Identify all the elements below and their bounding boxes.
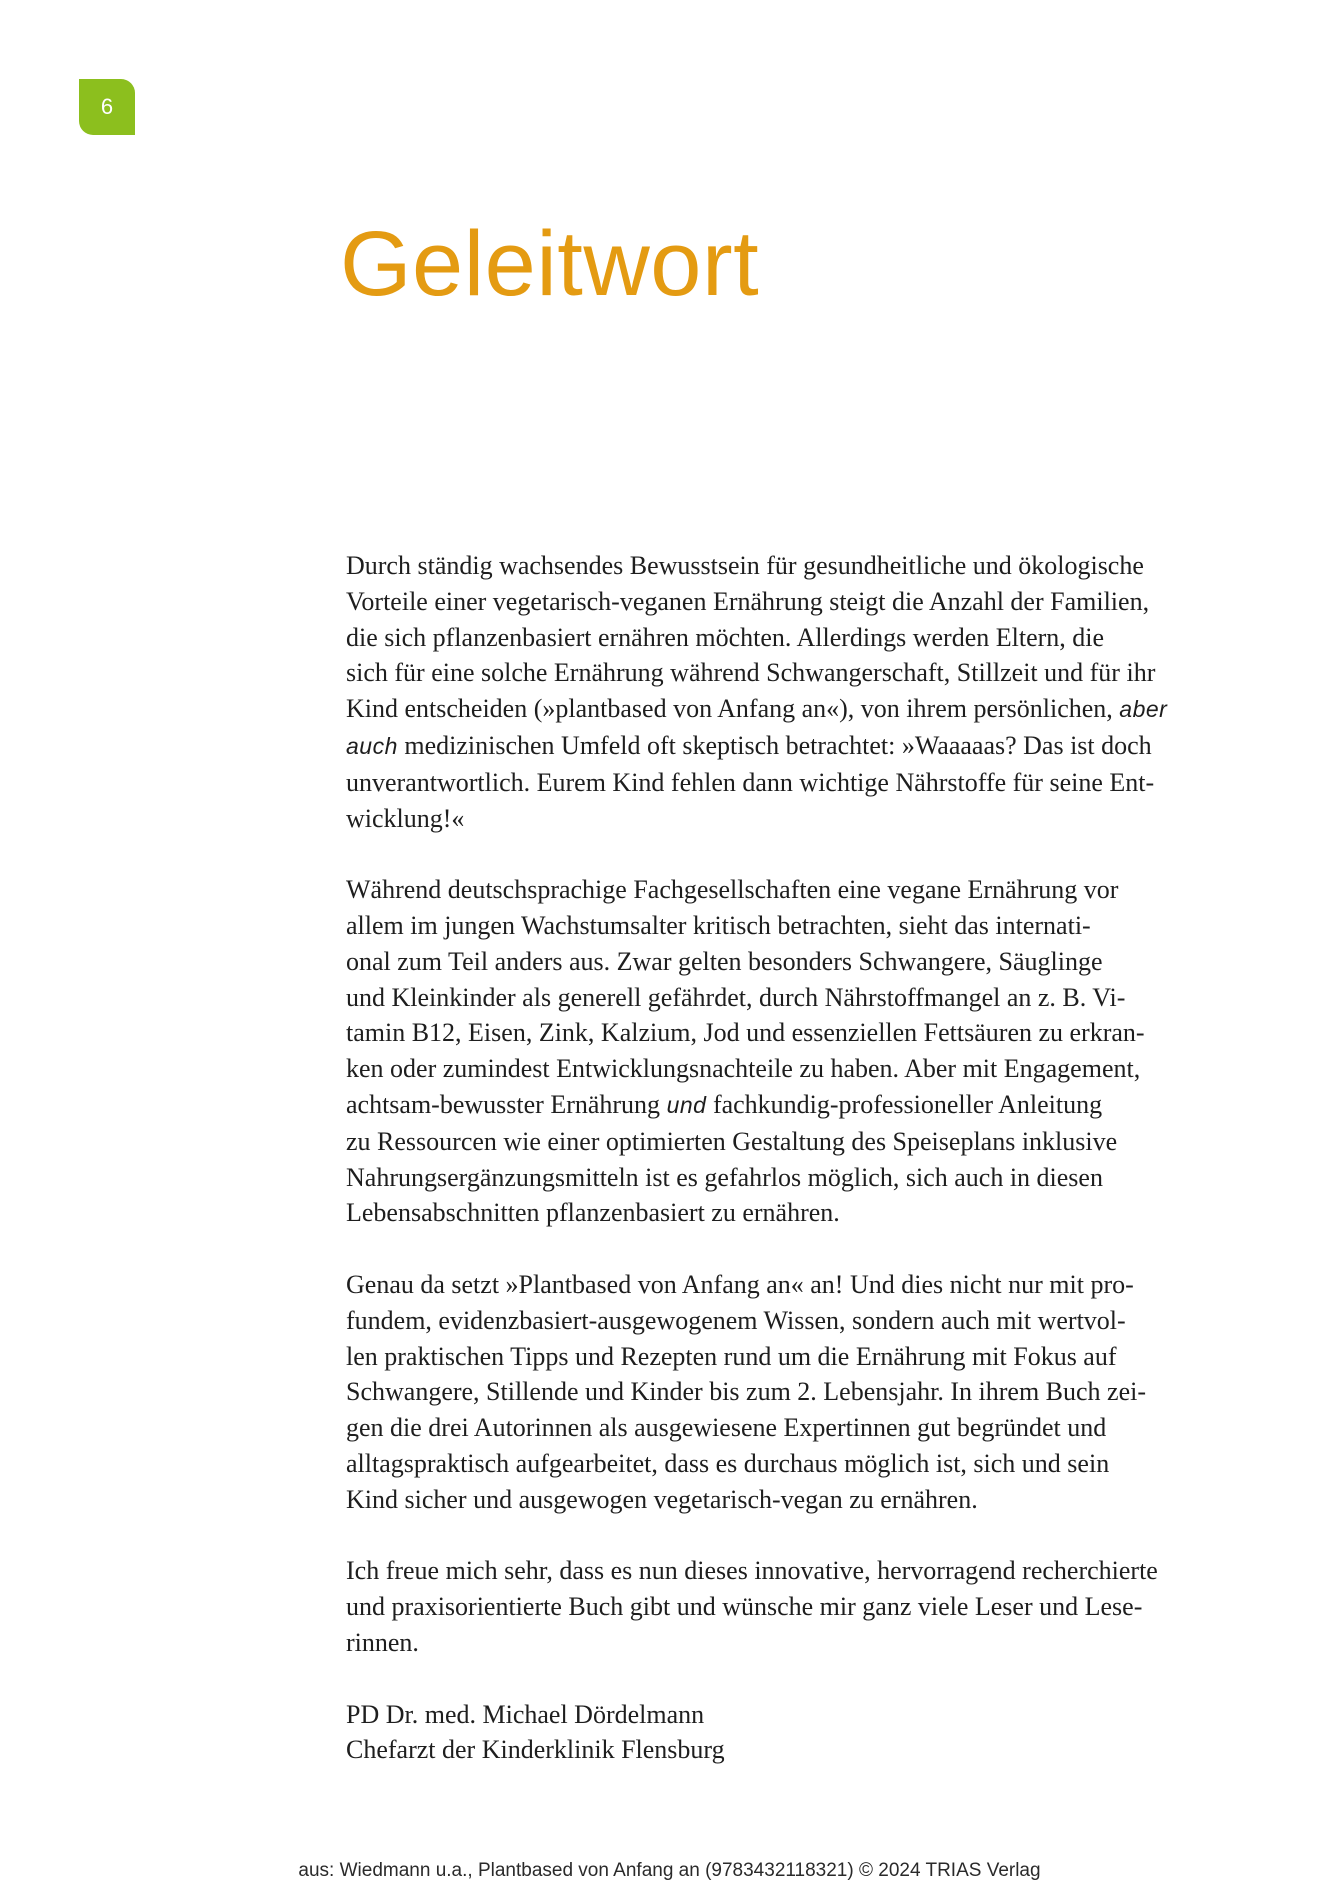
line-text: und praxisorientierte Buch gibt und wünsche mir ganz viele Leser und Lese- [346, 1592, 1143, 1622]
page-number-badge [79, 79, 135, 135]
paragraph-line [346, 1195, 1226, 1231]
line-text: medizinischen Umfeld oft skeptisch betrachtet: »Waaaaas? Das ist doch [397, 730, 1152, 760]
paragraph-line [346, 908, 1226, 944]
line-text: alltagspraktisch aufgearbeitet, dass es durchaus möglich ist, sich und sein [346, 1448, 1110, 1478]
signature-role: Chefarzt der Kinderklinik Flensburg [346, 1735, 725, 1765]
signature [346, 1697, 1226, 1769]
paragraph-line [346, 655, 1226, 691]
line-text: zu Ressourcen wie einer optimierten Gestaltung des Speiseplans inklusive [346, 1126, 1118, 1156]
paragraph-line [346, 944, 1226, 980]
paragraph-line [346, 728, 1226, 765]
line-text: Kind sicher und ausgewogen vegetarisch-vegan zu ernähren. [346, 1484, 978, 1514]
paragraph-line [346, 1482, 1226, 1518]
paragraph-line [346, 1589, 1226, 1625]
line-text: fachkundig-professioneller Anleitung [706, 1089, 1103, 1119]
line-text: Ich freue mich sehr, dass es nun dieses innovative, hervorragend recherchierte [346, 1556, 1158, 1586]
paragraph-line [346, 1015, 1226, 1051]
paragraph-line [346, 1374, 1226, 1410]
signature-name: PD Dr. med. Michael Dördelmann [346, 1699, 705, 1729]
line-text: achtsam-bewusster Ernährung [346, 1089, 667, 1119]
page-number: 6 [100, 94, 114, 119]
page-title: Geleitwort [340, 213, 760, 315]
paragraph-line [346, 1267, 1226, 1303]
line-text: Genau da setzt »Plantbased von Anfang an« an! Und dies nicht nur mit pro- [346, 1269, 1134, 1299]
paragraph-line [346, 872, 1226, 908]
line-text: Lebensabschnitten pflanzenbasiert zu ernähren. [346, 1198, 840, 1228]
paragraph-line [346, 1160, 1226, 1196]
line-text: tamin B12, Eisen, Zink, Kalzium, Jod und essenziellen Fettsäuren zu erkran- [346, 1018, 1145, 1048]
paragraph-line [346, 1087, 1226, 1124]
paragraph-line [346, 1446, 1226, 1482]
line-text: rinnen. [346, 1627, 419, 1657]
line-text: Nahrungsergänzungsmitteln ist es gefahrlos möglich, sich auch in diesen [346, 1162, 1103, 1192]
paragraph-line [346, 980, 1226, 1016]
paragraph-line [346, 1339, 1226, 1375]
paragraph [346, 1267, 1226, 1518]
body-text [346, 548, 1226, 1768]
line-text: fundem, evidenzbasiert-ausgewogenem Wissen, sondern auch mit wertvol- [346, 1305, 1126, 1335]
line-text: Schwangere, Stillende und Kinder bis zum 2. Lebensjahr. In ihrem Buch zei- [346, 1377, 1147, 1407]
line-text: Kind entscheiden (»plantbased von Anfang an«), von ihrem persönlichen, [346, 694, 1120, 724]
paragraph [346, 1553, 1226, 1660]
line-text: Durch ständig wachsendes Bewusstsein für gesundheitliche und ökologische [346, 551, 1144, 580]
paragraph-line [346, 1625, 1226, 1661]
line-text: unverantwortlich. Eurem Kind fehlen dann wichtige Nährstoffe für seine Ent- [346, 767, 1155, 797]
paragraph-line [346, 1410, 1226, 1446]
paragraph-line [346, 765, 1226, 801]
paragraph-line [346, 801, 1226, 837]
emphasis-text: und [666, 1091, 707, 1118]
paragraph-line [346, 1124, 1226, 1160]
source-footer: aus: Wiedmann u.a., Plantbased von Anfang an (9783432118321) © 2024 TRIAS Verlag [298, 1860, 1041, 1881]
line-text: die sich pflanzenbasiert ernähren möchten. Allerdings werden Eltern, die [346, 622, 1105, 652]
line-text: onal zum Teil anders aus. Zwar gelten besonders Schwangere, Säuglinge [346, 946, 1103, 976]
line-text: ken oder zumindest Entwicklungsnachteile zu haben. Aber mit Engagement, [346, 1054, 1141, 1084]
paragraph-line [346, 1303, 1226, 1339]
line-text: gen die drei Autorinnen als ausgewiesene Expertinnen gut begründet und [346, 1413, 1107, 1443]
line-text: und Kleinkinder als generell gefährdet, durch Nährstoffmangel an z. B. Vi- [346, 982, 1126, 1012]
emphasis-text: auch [346, 732, 398, 759]
paragraph [346, 548, 1226, 836]
paragraph-line [346, 1051, 1226, 1087]
paragraph [346, 872, 1226, 1231]
line-text: allem im jungen Wachstumsalter kritisch betrachten, sieht das internati- [346, 910, 1091, 940]
paragraph-line [346, 584, 1226, 620]
paragraph-line [346, 620, 1226, 656]
line-text: len praktischen Tipps und Rezepten rund um die Ernährung mit Fokus auf [346, 1341, 1117, 1371]
paragraphs [346, 548, 1226, 1661]
line-text: sich für eine solche Ernährung während Schwangerschaft, Stillzeit und für ihr [346, 658, 1156, 688]
paragraph-line [346, 548, 1226, 584]
paragraph-line [346, 1553, 1226, 1589]
line-text: wicklung!« [346, 803, 465, 833]
line-text: Während deutschsprachige Fachgesellschaften eine vegane Ernährung vor [346, 875, 1119, 905]
emphasis-text: aber [1119, 696, 1168, 723]
line-text: Vorteile einer vegetarisch-veganen Ernährung steigt die Anzahl der Familien, [346, 586, 1150, 616]
paragraph-line [346, 691, 1226, 728]
